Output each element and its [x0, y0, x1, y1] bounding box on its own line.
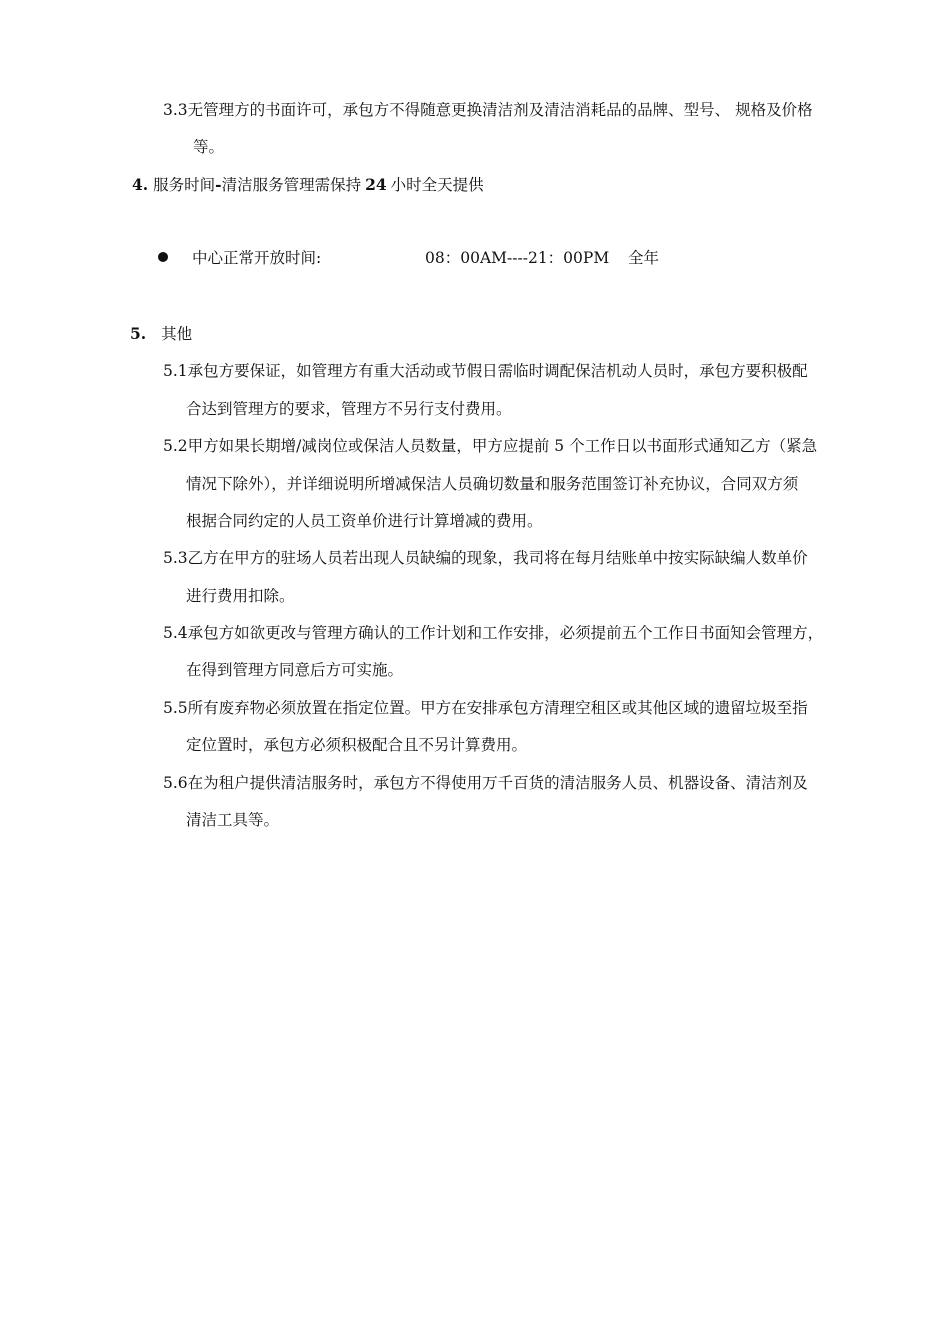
clause-5-6-line2: 清洁工具等。	[186, 811, 280, 829]
section-4-heading	[132, 175, 484, 195]
clause-text: 甲方如果长期增/减岗位或保洁人员数量，甲方应提前 5 个工作日以书面形式通知乙方（紧急	[187, 437, 818, 455]
clause-3-3-line1	[163, 100, 813, 120]
clause-5-2-line3: 根据合同约定的人员工资单价进行计算增减的费用。	[186, 512, 543, 530]
clause-text: 在为租户提供清洁服务时，承包方不得使用万千百货的清洁服务人员、机器设备、清洁剂及	[187, 774, 808, 792]
clause-5-3-line1	[163, 548, 808, 568]
section-title-b: 清洁服务管理需保持	[221, 176, 362, 194]
opening-hours-label: 中心正常开放时间:	[192, 249, 322, 267]
clause-number: 5.2	[163, 437, 188, 455]
clause-number: 3.3	[163, 101, 188, 119]
clause-text: 等。	[193, 138, 225, 156]
clause-5-4-line2: 在得到管理方同意后方可实施。	[186, 661, 404, 679]
clause-number: 5.4	[163, 624, 188, 642]
section-title-hours: 24	[365, 175, 387, 194]
clause-5-3-line2: 进行费用扣除。	[186, 587, 295, 605]
clause-number: 5.1	[163, 362, 188, 380]
section-number: 5.	[130, 324, 147, 343]
opening-hours-value: 08：00AM----21：00PM	[425, 249, 610, 267]
clause-5-2-line1	[163, 436, 817, 456]
clause-5-2-line2: 情况下除外），并详细说明所增减保洁人员确切数量和服务范围签订补充协议，合同双方须	[186, 475, 799, 493]
section-title-c: 小时全天提供	[390, 176, 484, 194]
clause-text: 无管理方的书面许可，承包方不得随意更换清洁剂及清洁消耗品的品牌、型号、 规格及价格	[187, 101, 813, 119]
section-title-a: 服务时间	[153, 176, 216, 194]
clause-text: 乙方在甲方的驻场人员若出现人员缺编的现象，我司将在每月结账单中按实际缺编人数单价	[187, 549, 808, 567]
bullet-icon	[158, 252, 168, 262]
clause-number: 5.6	[163, 774, 188, 792]
section-title: 其他	[161, 325, 193, 343]
section-5-heading	[130, 324, 192, 344]
clause-5-6-line1	[163, 773, 808, 793]
clause-5-5-line2: 定位置时，承包方必须积极配合且不另计算费用。	[186, 736, 528, 754]
clause-number: 5.5	[163, 699, 188, 717]
clause-5-1-line1	[163, 361, 808, 381]
clause-5-1-line2: 合达到管理方的要求，管理方不另行支付费用。	[186, 400, 512, 418]
clause-text: 所有废弃物必须放置在指定位置。甲方在安排承包方清理空租区或其他区域的遗留垃圾至指	[187, 699, 808, 717]
clause-3-3-line2	[193, 137, 224, 157]
section-title-sep: -	[215, 175, 222, 194]
clause-text: 承包方如欲更改与管理方确认的工作计划和工作安排，必须提前五个工作日书面知会管理方，	[187, 624, 824, 642]
section-number: 4.	[132, 175, 149, 194]
clause-number: 5.3	[163, 549, 188, 567]
opening-hours-period: 全年	[628, 249, 660, 267]
clause-5-4-line1	[163, 623, 823, 643]
clause-text: 承包方要保证，如管理方有重大活动或节假日需临时调配保洁机动人员时，承包方要积极配	[187, 362, 808, 380]
clause-5-5-line1	[163, 698, 808, 718]
